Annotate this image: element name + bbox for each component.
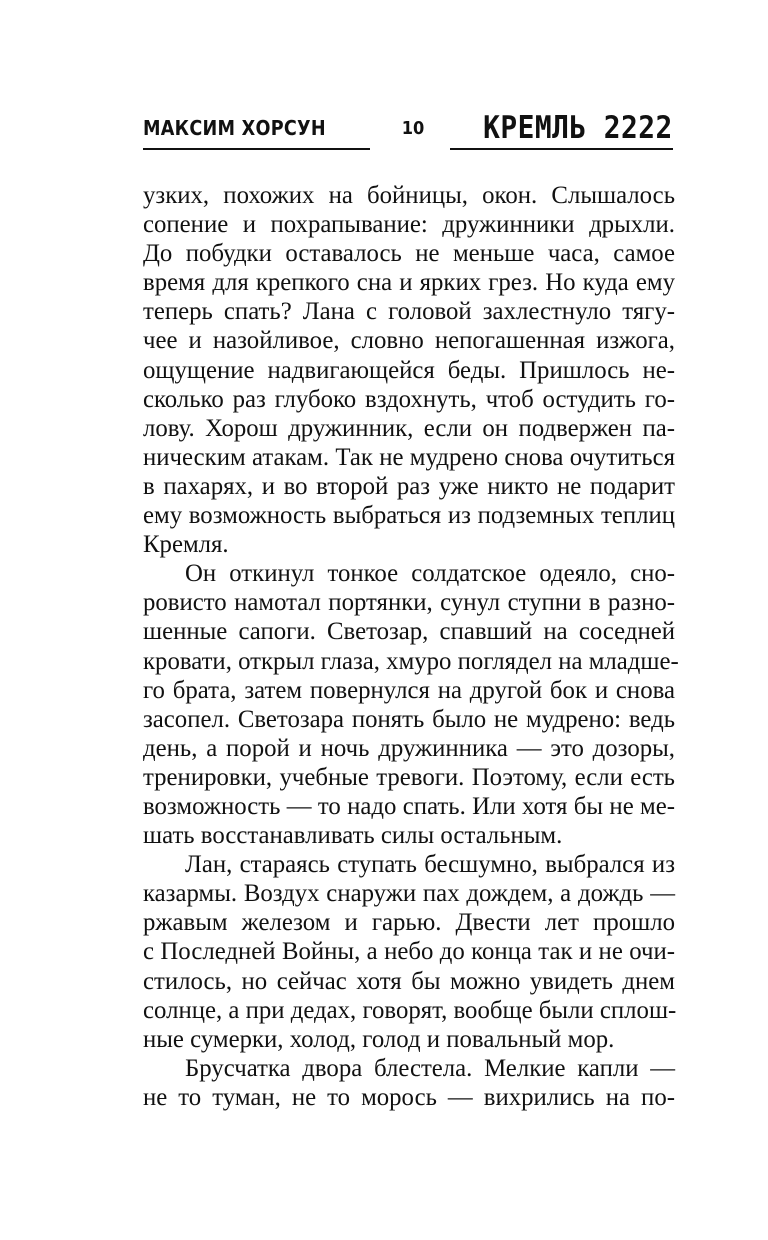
- text-line: шать восстанавливать силы остальным.: [143, 822, 563, 850]
- text-line: сколько раз глубоко вздохнуть, чтоб остудить го-: [143, 385, 675, 413]
- header-rule-left: [143, 148, 370, 150]
- text-line: ническим атакам. Так не мудрено снова очутиться: [143, 443, 675, 471]
- text-line: Кремля.: [143, 531, 229, 559]
- text-line: тренировки, учебные тревоги. Поэтому, если есть: [143, 763, 675, 791]
- text-line: До побудки оставалось не меньше часа, самое: [143, 240, 675, 268]
- text-line: казармы. Воздух снаружи пах дождем, а дождь —: [143, 880, 675, 908]
- text-line: шенные сапоги. Светозар, спавший на соседней: [143, 618, 675, 646]
- author-name: МАКСИМ ХОРСУН: [143, 116, 326, 140]
- series-title: КРЕМЛЬ 2222: [483, 110, 673, 146]
- text-line: засопел. Светозара понять было не мудрено: ведь: [143, 705, 675, 733]
- text-line: Лан, стараясь ступать бесшумно, выбрался из: [185, 851, 675, 879]
- text-line: не то туман, не то морось — вихрились на по-: [143, 1083, 675, 1111]
- text-line: теперь спать? Лана с головой захлестнуло тягу-: [143, 298, 675, 326]
- text-line: ржавым железом и гарью. Двести лет прошло: [143, 909, 675, 937]
- paragraph: [143, 181, 675, 559]
- header-rule-right: [450, 148, 673, 150]
- text-line: го брата, затем повернулся на другой бок и снова: [143, 676, 675, 704]
- text-line: в пахарях, и во второй раз уже никто не подарит: [143, 472, 675, 500]
- text-line: узких, похожих на бойницы, окон. Слышалось: [143, 182, 675, 209]
- text-line: возможность — то надо спать. Или хотя бы не ме-: [143, 792, 675, 820]
- text-line: ему возможность выбраться из подземных теплиц: [143, 502, 675, 530]
- paragraph: [143, 559, 679, 850]
- text-line: ные сумерки, холод, голод и повальный мор.: [143, 1025, 615, 1053]
- text-line: ощущение надвигающейся беды. Пришлось не-: [143, 356, 675, 384]
- text-line: сопение и похрапывание: дружинники дрыхли.: [143, 211, 675, 239]
- text-line: Брусчатка двора блестела. Мелкие капли —: [185, 1054, 675, 1082]
- text-line: с Последней Войны, а небо до конца так и не очи-: [143, 938, 675, 966]
- paragraph: [143, 1054, 675, 1112]
- text-line: солнце, а при дедах, говорят, вообще были сплош-: [143, 996, 677, 1024]
- text-line: чее и назойливое, словно непогашенная изжога,: [143, 327, 675, 355]
- running-header: [143, 110, 673, 155]
- text-line: Он откинул тонкое солдатское одеяло, сно-: [185, 560, 675, 588]
- text-line: день, а порой и ночь дружинника — это дозоры,: [143, 734, 675, 762]
- text-line: ровисто намотал портянки, сунул ступни в разно-: [143, 589, 675, 617]
- page-number: 10: [401, 118, 425, 139]
- body-text: [143, 181, 679, 1112]
- text-line: стилось, но сейчас хотя бы можно увидеть днем: [143, 967, 675, 995]
- text-line: время для крепкого сна и ярких грез. Но куда ему: [143, 269, 675, 297]
- text-line: лову. Хорош дружинник, если он подвержен па-: [143, 414, 675, 442]
- text-line: кровати, открыл глаза, хмуро поглядел на младше-: [143, 647, 679, 675]
- paragraph: [143, 850, 675, 1054]
